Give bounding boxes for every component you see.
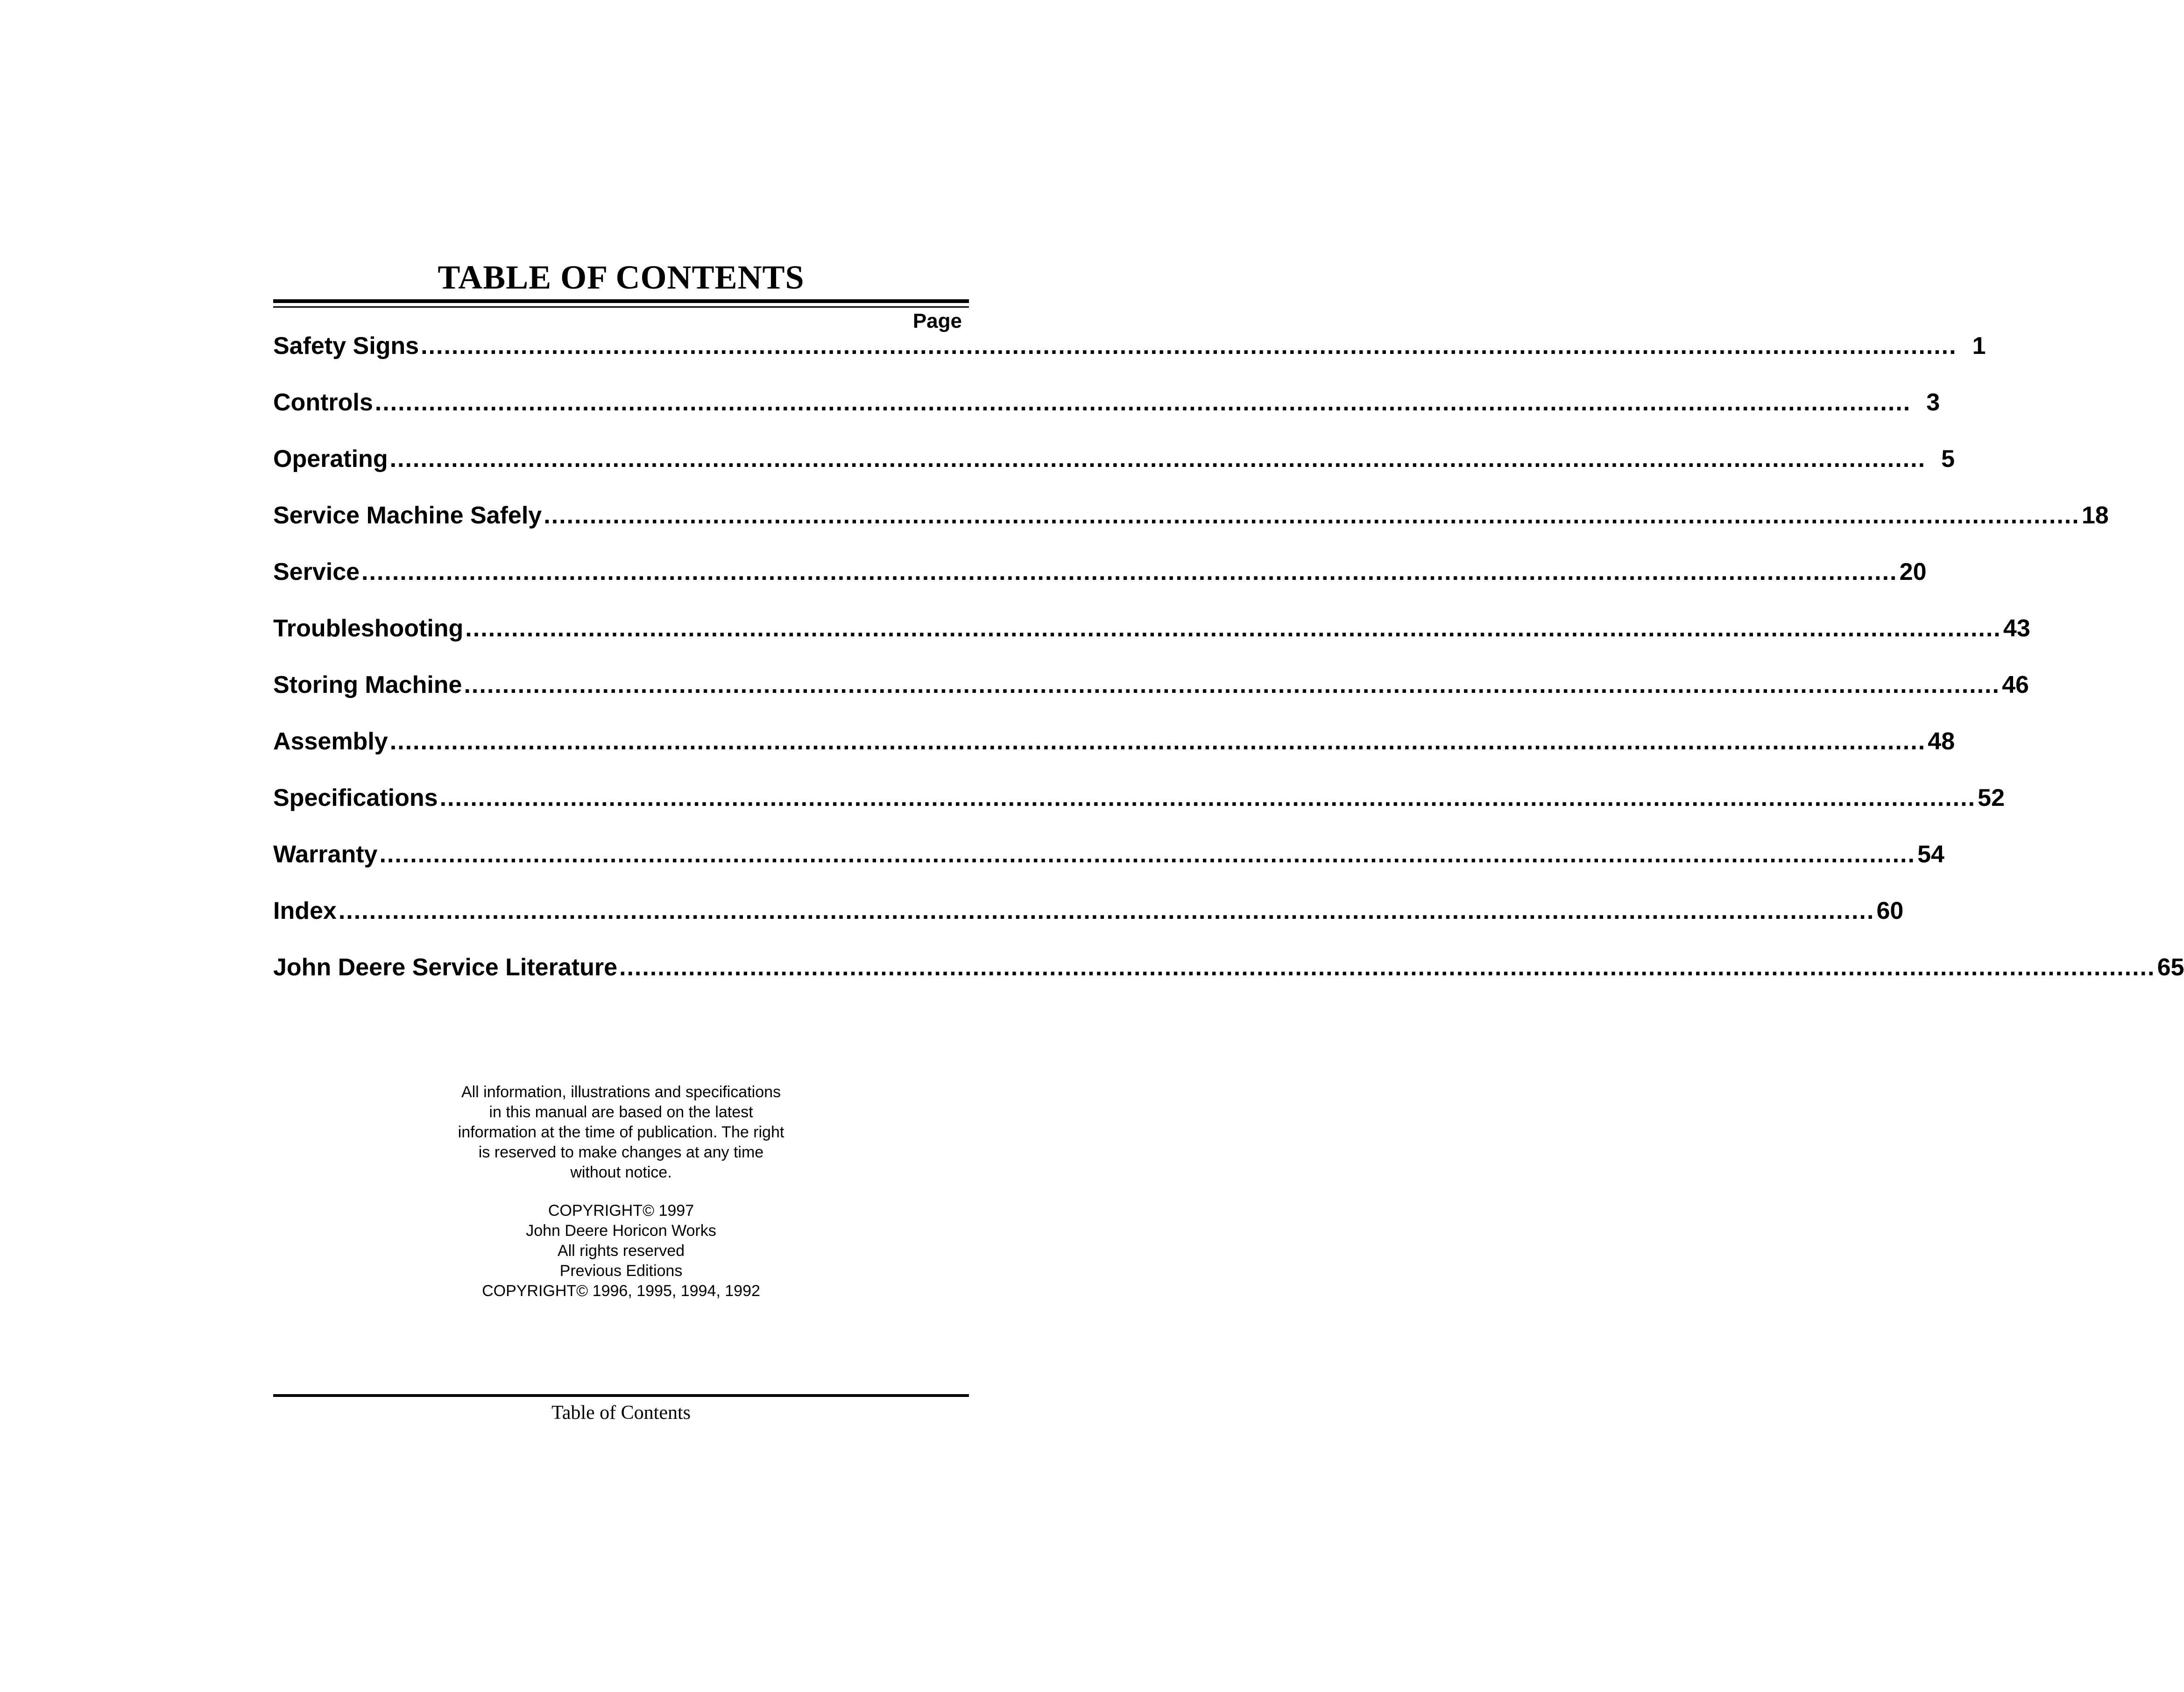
toc-entry[interactable]	[273, 330, 1986, 387]
toc-entry-page: 46	[2002, 671, 2029, 698]
toc-entry[interactable]	[273, 500, 2109, 556]
copyright-line: Previous Editions	[559, 1262, 683, 1280]
toc-entry[interactable]	[273, 895, 1904, 952]
toc-entry-label: Specifications	[273, 784, 438, 811]
toc-leader-dots: ........................................................................................................................................................................................................	[389, 445, 1926, 472]
toc-entry-label: Operating	[273, 445, 388, 472]
toc-entry-page: 54	[1917, 841, 1944, 868]
toc-leader-dots: ........................................................................................................................................................................................................	[619, 954, 2156, 981]
toc-leader-dots: ........................................................................................................................................................................................................	[379, 841, 1915, 868]
toc-entry[interactable]	[273, 669, 2029, 726]
toc-entry-page: 1	[1972, 332, 1986, 360]
toc-entry[interactable]	[273, 443, 1955, 500]
toc-leader-dots: ........................................................................................................................................................................................................	[338, 897, 1875, 924]
toc-list	[273, 330, 2184, 1008]
footer-title: Table of Contents	[551, 1402, 691, 1424]
toc-entry-page: 20	[1899, 558, 1927, 585]
toc-leader-dots: ........................................................................................................................................................................................................	[465, 615, 2001, 642]
toc-entry-label: Service	[273, 558, 360, 585]
toc-leader-dots: ........................................................................................................................................................................................................	[389, 728, 1926, 755]
toc-entry-page: 52	[1978, 784, 2005, 811]
toc-entry-label: Assembly	[273, 728, 388, 755]
toc-entry-page: 3	[1926, 389, 1940, 416]
page-column-label: Page	[912, 310, 962, 332]
title-rule-thick	[273, 299, 969, 303]
toc-entry[interactable]	[273, 839, 1944, 895]
copyright-line: John Deere Horicon Works	[526, 1222, 716, 1240]
toc-leader-dots: ........................................................................................................................................................................................................	[375, 389, 1911, 416]
toc-leader-dots: ........................................................................................................................................................................................................	[421, 332, 1957, 360]
disclaimer-text: All information, illustrations and specifications in this manual are based on the latest information at the time of publication. The right is reserved to make changes at any time without notice.	[458, 1083, 785, 1181]
toc-entry[interactable]	[273, 613, 2030, 669]
toc-entry-page: 48	[1928, 728, 1955, 755]
page-title: TABLE OF CONTENTS	[438, 259, 805, 296]
toc-entry[interactable]	[273, 387, 1940, 443]
disclaimer-notice	[458, 1082, 785, 1183]
toc-entry-label: Controls	[273, 389, 373, 416]
copyright-block	[458, 1201, 785, 1301]
toc-entry-label: Safety Signs	[273, 332, 419, 360]
toc-entry[interactable]	[273, 952, 2184, 1008]
copyright-line: COPYRIGHT© 1996, 1995, 1994, 1992	[482, 1282, 760, 1300]
toc-entry-label: Troubleshooting	[273, 615, 464, 642]
toc-entry[interactable]	[273, 726, 1955, 782]
toc-entry-label: Warranty	[273, 841, 378, 868]
toc-entry[interactable]	[273, 556, 1927, 613]
toc-entry-label: John Deere Service Literature	[273, 954, 617, 981]
toc-entry-page: 18	[2081, 502, 2109, 529]
toc-leader-dots: ........................................................................................................................................................................................................	[544, 502, 2080, 529]
footer-rule	[273, 1394, 969, 1397]
toc-entry-page: 43	[2003, 615, 2030, 642]
toc-entry-label: Service Machine Safely	[273, 502, 542, 529]
toc-entry-page: 60	[1876, 897, 1904, 924]
toc-leader-dots: ........................................................................................................................................................................................................	[361, 558, 1898, 585]
toc-entry[interactable]	[273, 782, 2005, 839]
copyright-line: All rights reserved	[557, 1242, 685, 1260]
toc-entry-label: Index	[273, 897, 337, 924]
title-rule-thin	[273, 306, 969, 308]
toc-entry-label: Storing Machine	[273, 671, 462, 698]
toc-entry-page: 65	[2157, 954, 2184, 981]
toc-leader-dots: ........................................................................................................................................................................................................	[439, 784, 1976, 811]
toc-leader-dots: ........................................................................................................................................................................................................	[464, 671, 2000, 698]
toc-entry-page: 5	[1941, 445, 1955, 472]
copyright-line: COPYRIGHT© 1997	[548, 1202, 694, 1220]
